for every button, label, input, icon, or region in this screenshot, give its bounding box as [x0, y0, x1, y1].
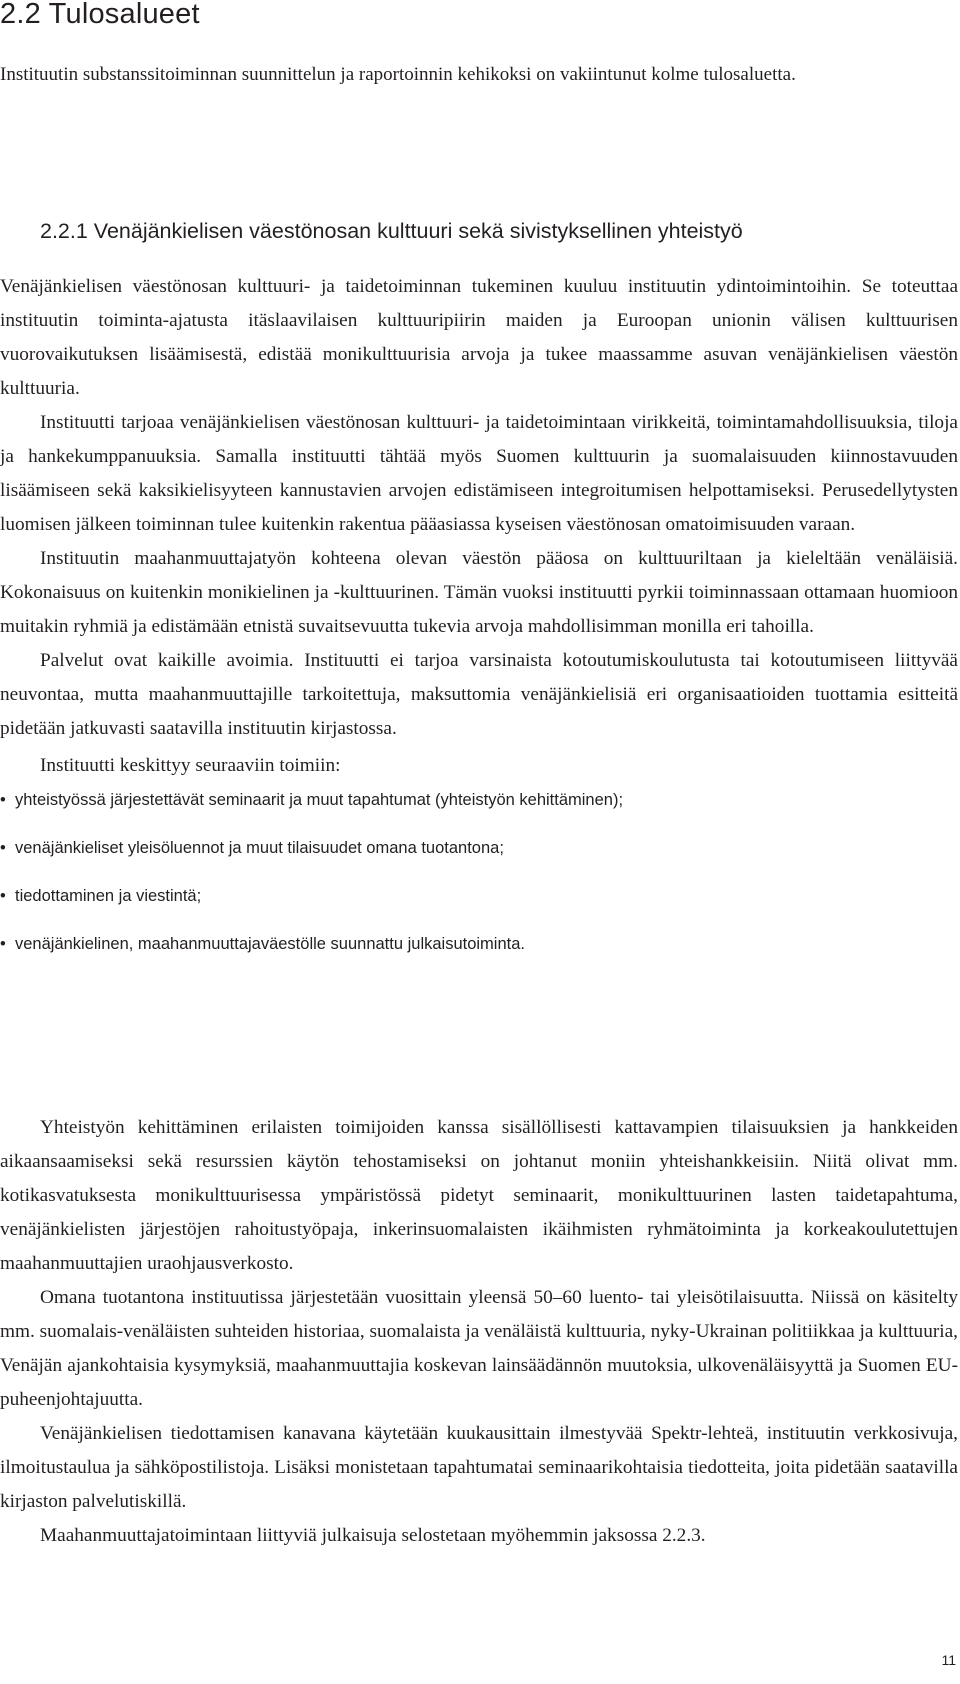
list-item: • yhteistyössä järjestettävät seminaarit ja muut tapahtumat (yhteistyön kehittäminen); [0, 786, 958, 814]
list-item: • venäjänkielinen, maahanmuuttajaväestölle suunnattu julkaisutoiminta. [0, 930, 958, 958]
bullet-list-intro: Instituutti keskittyy seuraaviin toimiin: [40, 755, 341, 776]
page-number: 11 [941, 1652, 956, 1668]
paragraph: Palvelut ovat kaikille avoimia. Instituutti ei tarjoa varsinaista kotoutumiskoulutusta tai kotoutumiseen liittyvää neuvontaa, mutta maahanmuuttajille tarkoitettuja, maksuttomia venäjänkielisiä eri organisaatioiden tuottamia esitteitä pidetään jatkuvasti saatavilla instituutin kirjastossa. [0, 650, 958, 739]
paragraph: Omana tuotantona instituutissa järjestetään vuosittain yleensä 50–60 luento- tai yleisötilaisuutta. Niissä on käsitelty mm. suomalais-venäläisten suhteiden historiaa, suomalaista ja venäläistä kulttuuria, nyky-Ukrainan politiikkaa ja kulttuuria, Venäjän ajankohtaisia kysymyksiä, maahanmuuttajia koskevan lainsäädännön muutoksia, ulkovenäläisyyttä ja Suomen EU-puheenjohtajuutta. [0, 1287, 958, 1410]
subsection-body [0, 270, 958, 958]
section-intro: Instituutin substanssitoiminnan suunnittelun ja raportoinnin kehikoksi on vakiintunut kolme tulosaluetta. [0, 64, 796, 85]
subsection-heading: 2.2.1 Venäjänkielisen väestönosan kulttuuri sekä sivistyksellinen yhteistyö [40, 219, 743, 243]
paragraph: Venäjänkielisen väestönosan kulttuuri- ja taidetoiminnan tukeminen kuuluu instituutin ydintoimintoihin. Se toteuttaa instituutin toiminta-ajatusta itäslaavilaisen kulttuuripiirin maiden ja Euroopan unionin välisen kulttuurisen vuorovaikutuksen lisäämisestä, edistää monikulttuurisia arvoja ja tukee maassamme asuvan venäjänkielisen väestön kulttuuria. [0, 276, 958, 399]
subsection-body-continued [0, 1111, 958, 1553]
list-item: • venäjänkieliset yleisöluennot ja muut tilaisuudet omana tuotantona; [0, 834, 958, 862]
bullet-list [0, 786, 958, 958]
paragraph: Yhteistyön kehittäminen erilaisten toimijoiden kanssa sisällöllisesti kattavampien tilaisuuksien ja hankkeiden aikaansaamiseksi sekä resurssien käytön tehostamiseksi on johtanut moniin yhteishankkeisiin. Niitä olivat mm. kotikasvatuksesta monikulttuurisessa ympäristössä pidetyt seminaarit, monikulttuurinen lasten taidetapahtuma, venäjänkielisten järjestöjen rahoitustyöpaja, inkerinsuomalaisten ikäihmisten ryhmätoiminta ja korkeakoulutettujen maahanmuuttajien uraohjausverkosto. [0, 1117, 958, 1274]
paragraph: Instituutti tarjoaa venäjänkielisen väestönosan kulttuuri- ja taidetoimintaan virikkeitä, toimintamahdollisuuksia, tiloja ja hankekumppanuuksia. Samalla instituutti tähtää myös Suomen kulttuurin ja suomalaisuuden kiinnostavuuden lisäämiseen sekä kaksikielisyyteen kannustavien arvojen edistämiseen integroitumisen helpottamiseksi. Perusedellytysten luomisen jälkeen toiminnan tulee kuitenkin rakentua pääasiassa kyseisen väestönosan omatoimisuuden varaan. [0, 412, 958, 535]
paragraph: Venäjänkielisen tiedottamisen kanavana käytetään kuukausittain ilmestyvää Spektr-lehteä, instituutin verkkosivuja, ilmoitustaulua ja sähköpostilistoja. Lisäksi monistetaan tapahtumatai seminaarikohtaisia tiedotteita, joita pidetään saatavilla kirjaston palvelutiskillä. [0, 1423, 958, 1512]
list-item: • tiedottaminen ja viestintä; [0, 882, 958, 910]
section-heading: 2.2 Tulosalueet [0, 0, 200, 30]
paragraph: Maahanmuuttajatoimintaan liittyviä julkaisuja selostetaan myöhemmin jaksossa 2.2.3. [40, 1525, 706, 1546]
paragraph: Instituutin maahanmuuttajatyön kohteena olevan väestön pääosa on kulttuuriltaan ja kieleltään venäläisiä. Kokonaisuus on kuitenkin monikielinen ja -kulttuurinen. Tämän vuoksi instituutti pyrkii toiminnassaan ottamaan huomioon muitakin ryhmiä ja edistämään etnistä suvaitsevuutta tukevia arvoja mahdollisimman monilla eri tahoilla. [0, 548, 958, 637]
